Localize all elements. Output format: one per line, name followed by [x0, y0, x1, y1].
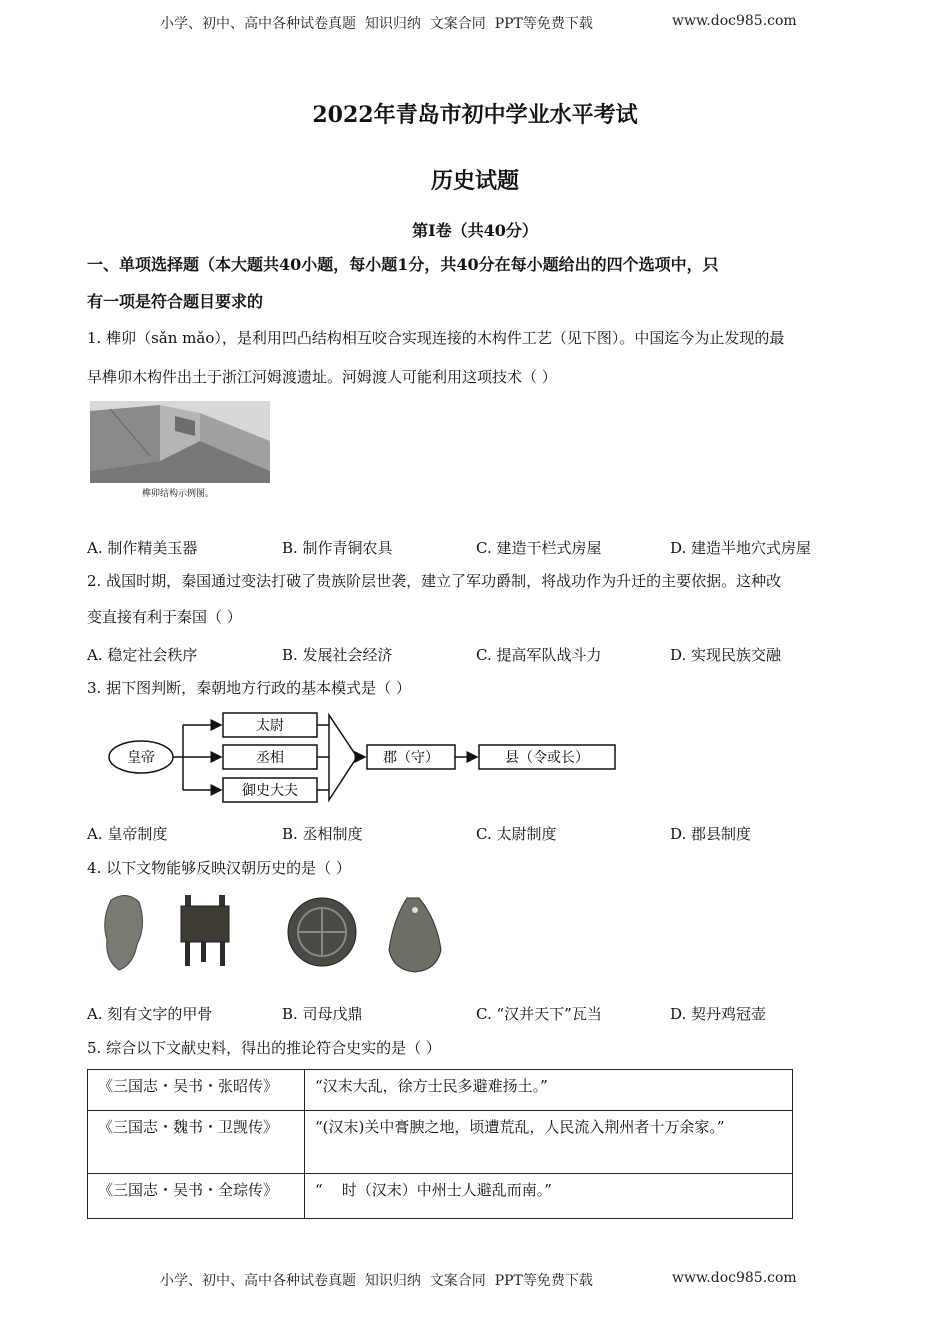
footer-text: 小学、初中、高中各种试卷真题 知识归纳 文案合同 PPT等免费下载: [160, 1273, 593, 1289]
q5-stem: 5. 综合以下文献史料，得出的推论符合史实的是（ ）: [87, 1039, 441, 1057]
xian-label: 县（令或长）: [505, 750, 589, 766]
khitan-pot-image: [389, 898, 441, 972]
q2-option-c[interactable]: C. 提高军队战斗力: [476, 646, 602, 664]
table-row: [88, 1111, 793, 1174]
q3-option-b[interactable]: B. 丞相制度: [282, 825, 363, 843]
q2-option-a[interactable]: A. 稳定社会秩序: [87, 646, 198, 664]
part-title: 第Ⅰ卷（共40分）: [412, 221, 538, 240]
q4-artifact-images: [97, 890, 447, 975]
q3-option-a[interactable]: A. 皇帝制度: [87, 825, 168, 843]
q4-option-c[interactable]: C. “汉并天下”瓦当: [476, 1005, 602, 1023]
table-row: [88, 1174, 793, 1219]
q4-option-b[interactable]: B. 司母戊鼎: [282, 1005, 363, 1023]
source-cell: 《三国志・魏书・卫觊传》: [88, 1111, 305, 1174]
qin-admin-diagram: [105, 710, 625, 805]
q3-stem: 3. 据下图判断，秦朝地方行政的基本模式是（ ）: [87, 679, 411, 697]
q2-option-d[interactable]: D. 实现民族交融: [670, 646, 782, 664]
q5-source-table: [87, 1069, 793, 1219]
q4-option-d[interactable]: D. 契丹鸡冠壶: [670, 1005, 767, 1023]
q2-option-b[interactable]: B. 发展社会经济: [282, 646, 393, 664]
chengxiang-label: 丞相: [256, 750, 284, 766]
taiwei-label: 太尉: [256, 718, 284, 734]
table-row: [88, 1070, 793, 1111]
q3-option-c[interactable]: C. 太尉制度: [476, 825, 557, 843]
emperor-label: 皇帝: [127, 750, 155, 766]
footer-url[interactable]: www.doc985.com: [672, 1270, 797, 1286]
q1-option-b[interactable]: B. 制作青铜农具: [282, 539, 393, 557]
q4-option-a[interactable]: A. 刻有文字的甲骨: [87, 1005, 213, 1023]
q1-image-caption: 榫卯结构示例图。: [142, 489, 215, 499]
subject-title: 历史试题: [430, 168, 519, 194]
q2-stem-line2: 变直接有利于秦国（ ）: [87, 608, 242, 626]
mortise-tenon-image: [90, 401, 270, 483]
oracle-bone-image: [105, 895, 143, 970]
q1-stem-line1: 1. 榫卯（sǎn mǎo），是利用凹凸结构相互咬合实现连接的木构件工艺（见下图）。中国迄今为止发现的最: [87, 329, 785, 347]
q3-option-d[interactable]: D. 郡县制度: [670, 825, 752, 843]
q1-option-a[interactable]: A. 制作精美玉器: [87, 539, 198, 557]
q1-option-c[interactable]: C. 建造干栏式房屋: [476, 539, 602, 557]
source-cell: 《三国志・吴书・张昭传》: [88, 1070, 305, 1111]
jun-label: 郡（守）: [383, 750, 439, 766]
header-text: 小学、初中、高中各种试卷真题 知识归纳 文案合同 PPT等免费下载: [160, 16, 593, 32]
q4-stem: 4. 以下文物能够反映汉朝历史的是（ ）: [87, 859, 351, 877]
tile-end-image: [288, 898, 356, 966]
quote-cell: “(汉末)关中膏腴之地，顷遭荒乱，人民流入荆州者十万余家。”: [305, 1111, 793, 1174]
section-heading-line2: 有一项是符合题目要求的: [87, 292, 264, 311]
header-url[interactable]: www.doc985.com: [672, 13, 797, 29]
exam-title: 2022年青岛市初中学业水平考试: [312, 102, 638, 128]
q1-stem-line2: 早榫卯木构件出土于浙江河姆渡遗址。河姆渡人可能利用这项技术（ ）: [87, 368, 557, 386]
q1-option-d[interactable]: D. 建造半地穴式房屋: [670, 539, 812, 557]
quote-cell: “汉末大乱，徐方士民多避难扬土。”: [305, 1070, 793, 1111]
simuwu-ding-image: [181, 895, 229, 966]
source-cell: 《三国志・吴书・全琮传》: [88, 1174, 305, 1219]
q2-stem-line1: 2. 战国时期，秦国通过变法打破了贵族阶层世袭，建立了军功爵制，将战功作为升迁的主要依据。这种改: [87, 572, 782, 590]
yushi-label: 御史大夫: [242, 783, 298, 799]
quote-cell: “ 时（汉末）中州士人避乱而南。”: [305, 1174, 793, 1219]
section-heading-line1: 一、单项选择题（本大题共40小题，每小题1分，共40分在每小题给出的四个选项中，只: [87, 255, 719, 274]
